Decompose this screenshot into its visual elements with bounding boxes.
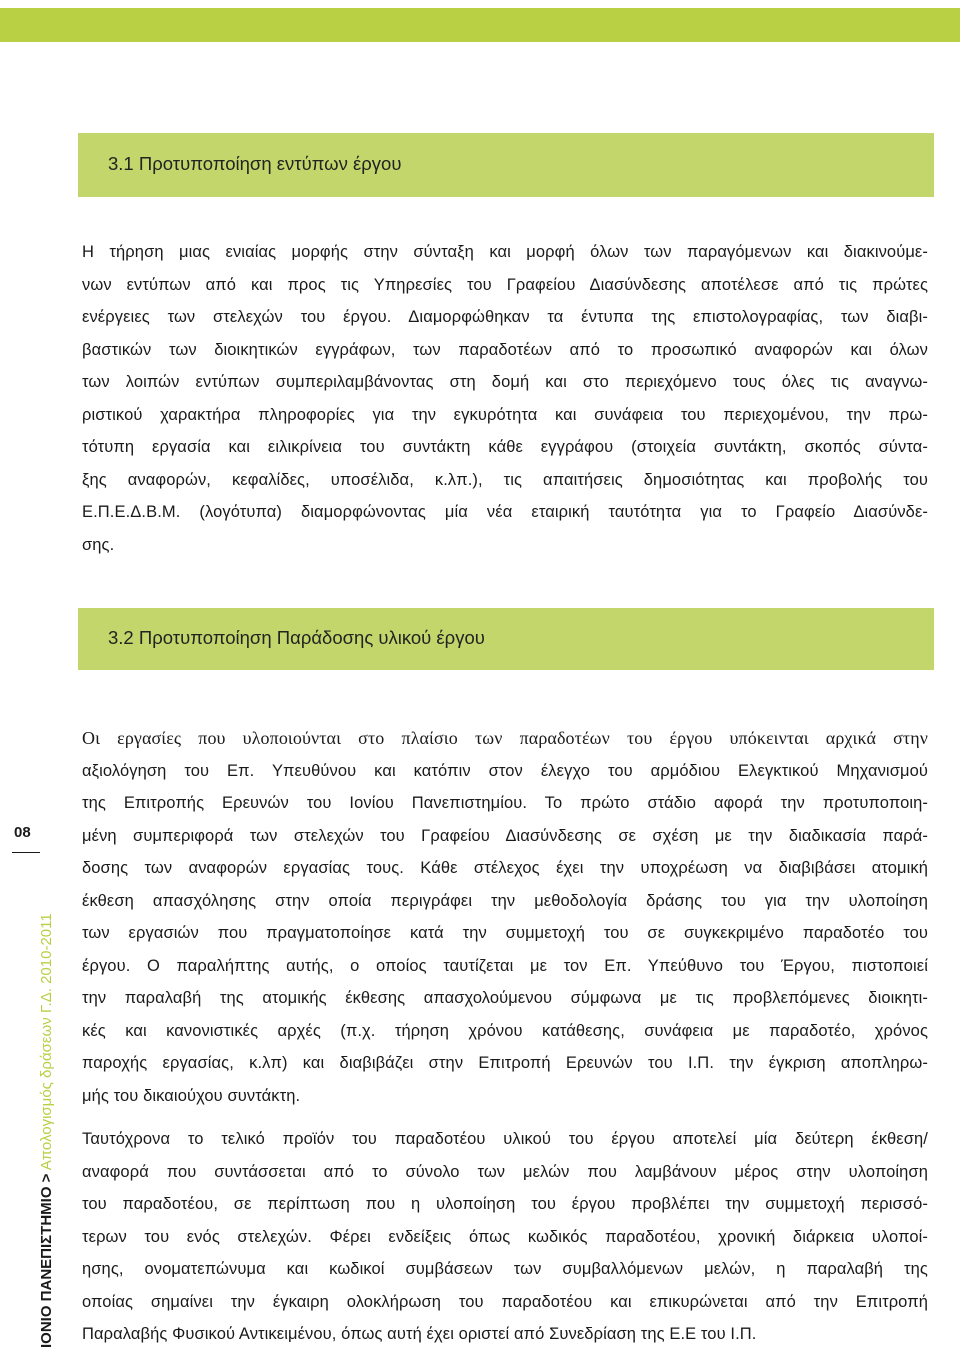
section-3-1-title: 3.1 Προτυποποίηση εντύπων έργου	[108, 153, 402, 174]
section-3-2-header	[78, 608, 934, 670]
section-3-2-title: 3.2 Προτυποποίηση Παράδοσης υλικού έργου	[108, 627, 485, 648]
paragraph-line: αξιολόγηση του Επ. Υπευθύνου και κατόπιν στον έλεγχο του αρμόδιου Ελεγκτικού Μηχανισμού	[82, 761, 928, 780]
paragraph-line: δοσης των αναφορών εργασίας τους. Κάθε στέλεχος έχει την υποχρέωση να διαβιβάσει ατομική	[82, 859, 928, 877]
paragraph-line: έργου. Ο παραλήπτης αυτής, ο οποίος ταυτίζεται με τον Επ. Υπεύθυνο του Έργου, πιστοποιεί	[82, 956, 928, 975]
university-name: ΙΟΝΙΟ ΠΑΝΕΠΙΣΤΗΜΙΟ >	[38, 1173, 55, 1348]
paragraph-line: σης.	[82, 535, 115, 554]
paragraph-line: ησης, ονοματεπώνυμα και κωδικοί συμβάσεων των συμβαλλόμενων μελών, η παραλαβή της	[82, 1260, 928, 1278]
paragraph-line: Ταυτόχρονα το τελικό προϊόν του παραδοτέου υλικού του έργου αποτελεί μία δεύτερη έκθεση/	[82, 1130, 928, 1148]
paragraph-line: τότυπη εργασία και ειλικρίνεια του συντάκτη κάθε εγγράφου (στοιχεία συντάκτη, σκοπός σύντα-	[82, 438, 928, 456]
paragraph-line: ξης αναφορών, κεφαλίδες, υποσέλιδα, κ.λπ.), τις απαιτήσεις δημοσιότητας και προβολής του	[82, 470, 928, 489]
paragraph-line: Παραλαβής Φυσικού Αντικειμένου, όπως αυτή έχει οριστεί από Συνεδρίαση της Ε.Ε του Ι.Π.	[82, 1325, 757, 1343]
paragraph-line: έκθεση απασχόλησης στην οποία περιγράφει την μεθοδολογία δράσης του για την υλοποίηση	[82, 891, 928, 910]
paragraph-line: βαστικών των διοικητικών εγγράφων, των παραδοτέων από το προσωπικό αναφορών και όλων	[82, 340, 928, 359]
section-3-2-paragraph-2	[82, 1123, 928, 1351]
paragraph-line: Οι εργασίες που υλοποιούνται στο πλαίσιο των παραδοτέων του έργου υπόκεινται αρχικά στην	[82, 728, 928, 748]
paragraph-line: μένη συμπεριφορά των στελεχών του Γραφείου Διασύνδεσης σε σχέση με την διαδικασία παρά-	[82, 826, 928, 845]
paragraph-line: την παραλαβή της ατομικής έκθεσης απασχολούμενου σύμφωνα με τις προβλεπόμενες διοικητι-	[82, 989, 928, 1007]
page-number: 08	[14, 824, 31, 841]
top-accent-bar	[0, 8, 960, 42]
paragraph-line: Η τήρηση μιας ενιαίας μορφής στην σύνταξη και μορφή όλων των παραγόμενων και διακινούμε-	[82, 243, 928, 261]
side-caption	[38, 913, 55, 1348]
paragraph-line: κές και κανονιστικές αρχές (π.χ. τήρηση χρόνου κατάθεσης, συνάφεια με παραδοτέο, χρόνος	[82, 1021, 928, 1040]
paragraph-line: του παραδοτέου, σε περίπτωση που η υλοποίηση του έργου προβλέπει την συμμετοχή περισσό-	[82, 1195, 928, 1213]
paragraph-line: ενέργειες των στελεχών του έργου. Διαμορφώθηκαν τα έντυπα της επιστολογραφίας, των διαβι-	[82, 308, 928, 326]
paragraph-line: αναφορά που συντάσσεται από το σύνολο των μελών που λαμβάνουν μέρος στην υλοποίηση	[82, 1162, 928, 1181]
section-3-1-paragraph	[82, 236, 928, 561]
page-number-rule	[12, 852, 40, 853]
paragraph-line: νων εντύπων από και προς τις Υπηρεσίες του Γραφείου Διασύνδεσης αποτέλεσε από τις πρώτες	[82, 275, 928, 294]
paragraph-line: παροχής εργασίας, κ.λπ) και διαβιβάζει στην Επιτροπή Ερευνών του Ι.Π. την έγκριση αποπληρω-	[82, 1054, 928, 1072]
paragraph-line: τερων του ενός στελεχών. Φέρει ενδείξεις όπως κωδικός παραδοτέου, χρονική διάρκεια υλοποί-	[82, 1227, 928, 1246]
paragraph-line: ριστικού χαρακτήρα πληροφορίες για την εγκυρότητα και συνάφεια του περιεχομένου, την πρω-	[82, 405, 928, 424]
section-3-1-header	[78, 133, 934, 197]
paragraph-line: των εργασιών που πραγματοποίησε κατά την συμμετοχή του σε συγκεκριμένο παραδοτέο του	[82, 924, 928, 942]
paragraph-line: οποίας σημαίνει την έγκαιρη ολοκλήρωση του παραδοτέου και επικυρώνεται από την Επιτροπή	[82, 1292, 928, 1311]
paragraph-line: μής του δικαιούχου συντάκτη.	[82, 1086, 301, 1105]
report-title: Απολογισμός δράσεων Γ.Δ. 2010-2011	[38, 913, 55, 1174]
paragraph-line: των λοιπών εντύπων συμπεριλαμβάνοντας στη δομή και στο περιεχόμενο τους όλες τις αναγνω-	[82, 373, 928, 391]
section-3-2-paragraph-1	[82, 722, 928, 1112]
paragraph-line: Ε.Π.Ε.Δ.Β.Μ. (λογότυπα) διαμορφώνοντας μία νέα εταιρική ταυτότητα για το Γραφείο Διασύνδε-	[82, 503, 928, 521]
paragraph-line: της Επιτροπής Ερευνών του Ιονίου Πανεπιστημίου. Το πρώτο στάδιο αφορά την προτυποποιη-	[82, 794, 928, 812]
